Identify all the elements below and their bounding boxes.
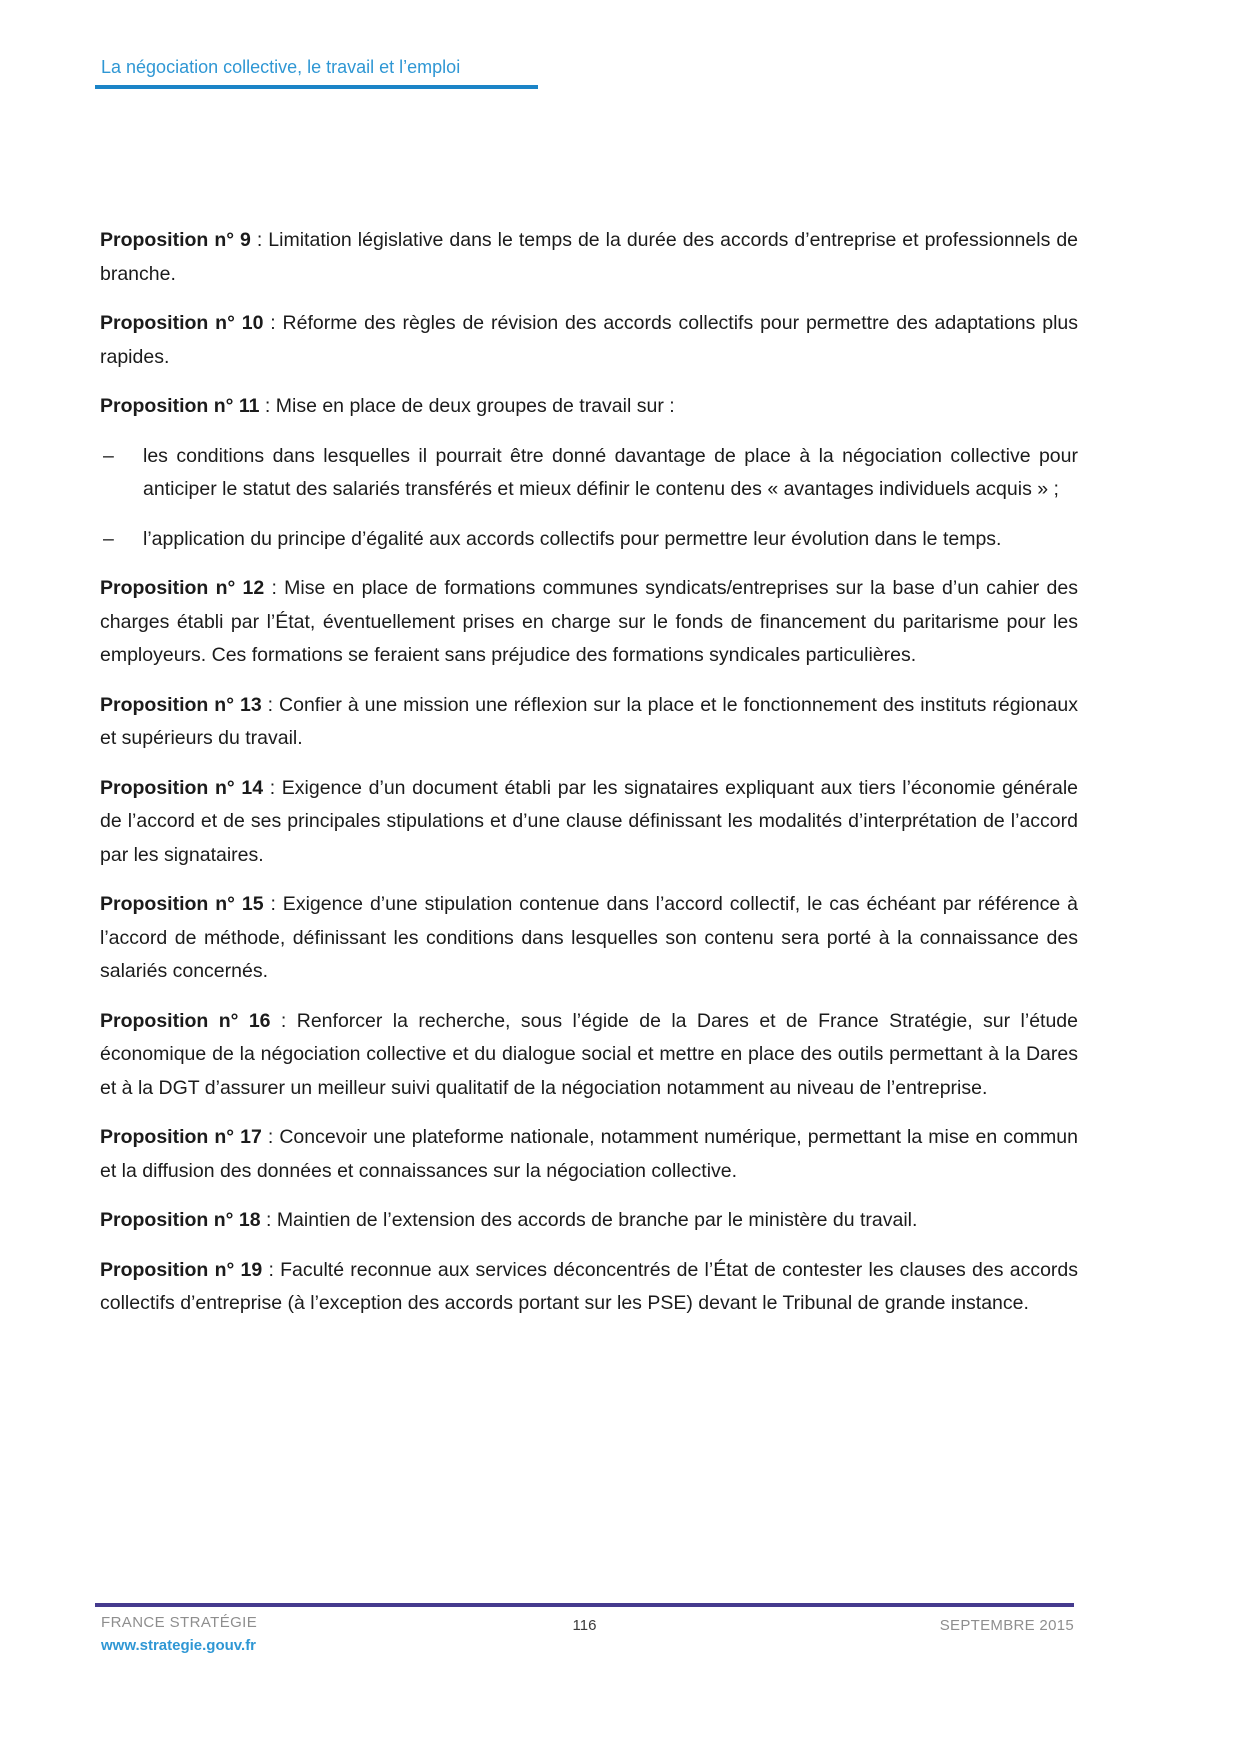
proposition-10 [100,307,1078,374]
proposition-label: Proposition n° 16 [100,1009,271,1032]
proposition-label: Proposition n° 18 [100,1209,261,1231]
proposition-16 [100,1005,1078,1106]
footer-date: SEPTEMBRE 2015 [939,1617,1074,1634]
proposition-15 [100,888,1078,989]
footer-website-link[interactable]: www.strategie.gouv.fr [101,1637,257,1654]
proposition-9 [100,224,1078,291]
page-number: 116 [572,1617,597,1634]
proposition-text: : Exigence d’une stipulation contenue dans l’accord collectif, le cas échéant par référence à l’accord de méthode, définissant les conditions dans lesquelles son contenu sera porté à la connaissance des salariés concernés. [100,893,1079,982]
proposition-text: : Renforcer la recherche, sous l’égide de la Dares et de France Stratégie, sur l’étude économique de la négociation collective et du dialogue social et mettre en place des outils permettant à la Dares et à la DGT d’assurer un meilleur suivi qualitatif de la négociation notamment au niveau de l’entreprise. [100,1009,1078,1099]
proposition-text: : Concevoir une plateforme nationale, notamment numérique, permettant la mise en commun et la diffusion des données et connaissances sur la négociation collective. [100,1126,1078,1182]
proposition-17 [100,1121,1078,1188]
proposition-label: Proposition n° 15 [100,893,264,915]
proposition-14 [100,772,1078,873]
proposition-label: Proposition n° 19 [100,1258,263,1281]
proposition-label: Proposition n° 9 [100,229,251,251]
footer-organization: FRANCE STRATÉGIE [101,1614,258,1631]
running-header [95,56,538,89]
proposition-13 [100,689,1078,756]
proposition-text: : Réforme des règles de révision des accords collectifs pour permettre des adaptations plus rapides. [100,312,1079,368]
bullet-item [100,523,1078,557]
document-body [100,224,1078,1337]
proposition-text: : Confier à une mission une réflexion sur la place et le fonctionnement des instituts régionaux et supérieurs du travail. [100,693,1078,749]
bullet-text: les conditions dans lesquelles il pourrait être donné davantage de place à la négociation collective pour anticiper le statut des salariés transférés et mieux définir le contenu des « avantages individuels acquis » ; [143,444,1078,500]
proposition-label: Proposition n° 13 [100,693,262,716]
dash-marker: – [103,527,114,550]
running-header-title: La négociation collective, le travail et l’emploi [101,57,461,77]
proposition-text: : Limitation législative dans le temps de la durée des accords d’entreprise et professionnels de branche. [100,229,1079,285]
proposition-label: Proposition n° 17 [100,1126,262,1148]
bullet-text: l’application du principe d’égalité aux accords collectifs pour permettre leur évolution dans le temps. [143,527,1002,550]
proposition-text: : Mise en place de formations communes syndicats/entreprises sur la base d’un cahier des charges établi par l’État, éventuellement prises en charge sur le fonds de financement du paritarisme pour les employeurs. Ces formations se feraient sans préjudice des formations syndicales particulières. [100,577,1078,666]
dash-marker: – [103,444,114,467]
proposition-text: : Maintien de l’extension des accords de branche par le ministère du travail. [260,1209,918,1231]
proposition-text: : Faculté reconnue aux services déconcentrés de l’État de contester les clauses des accords collectifs d’entreprise (à l’exception des accords portant sur les PSE) devant le Tribunal de grande instance. [100,1258,1079,1314]
proposition-18 [100,1204,1078,1238]
page-footer [95,1613,1074,1655]
proposition-text: : Exigence d’un document établi par les signataires expliquant aux tiers l’économie générale de l’accord et de ses principales stipulations et d’une clause définissant les modalités d’interprétation de l’accord par les signataires. [100,776,1079,866]
proposition-19 [100,1254,1078,1321]
proposition-text: : Mise en place de deux groupes de travail sur : [259,395,675,417]
proposition-label: Proposition n° 11 [100,395,260,417]
proposition-label: Proposition n° 10 [100,312,264,334]
proposition-label: Proposition n° 14 [100,776,264,799]
proposition-label: Proposition n° 12 [100,577,265,599]
bullet-item [100,440,1078,507]
proposition-11 [100,390,1078,424]
footer-rule [95,1603,1074,1607]
proposition-12 [100,572,1078,673]
